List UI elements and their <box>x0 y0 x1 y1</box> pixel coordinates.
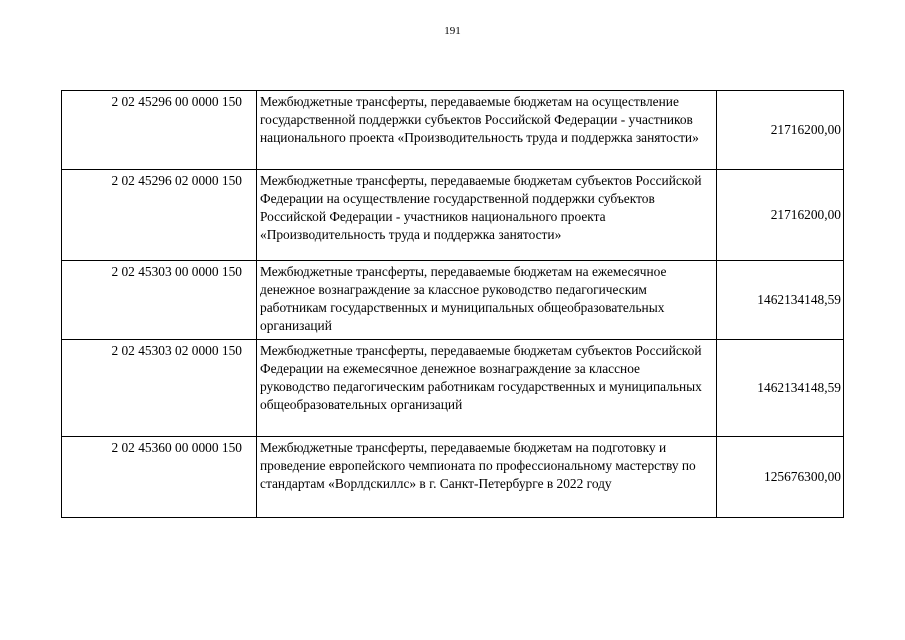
amount-cell: 21716200,00 <box>717 91 844 170</box>
budget-code-cell: 2 02 45303 00 0000 150 <box>62 261 257 340</box>
budget-code-cell: 2 02 45303 02 0000 150 <box>62 340 257 437</box>
amount-cell: 1462134148,59 <box>717 261 844 340</box>
page-number: 191 <box>444 25 461 37</box>
table-row <box>62 91 844 170</box>
table-row <box>62 437 844 518</box>
revenue-name-cell: Межбюджетные трансферты, передаваемые бюджетам на подготовку и проведение европейского чемпионата по профессиональному мастерству по стандартам «Ворлдскиллс» в г. Санкт-Петербурге в 2022 году <box>257 437 717 518</box>
table-row <box>62 340 844 437</box>
budget-code-cell: 2 02 45296 02 0000 150 <box>62 170 257 261</box>
revenue-name-cell: Межбюджетные трансферты, передаваемые бюджетам на ежемесячное денежное вознаграждение за классное руководство педагогическим работникам государственных и муниципальных общеобразовательных организаций <box>257 261 717 340</box>
table-row <box>62 261 844 340</box>
amount-cell: 21716200,00 <box>717 170 844 261</box>
amount-cell: 1462134148,59 <box>717 340 844 437</box>
budget-revenue-table <box>61 90 844 518</box>
revenue-name-cell: Межбюджетные трансферты, передаваемые бюджетам субъектов Российской Федерации на ежемесячное денежное вознаграждение за классное руководство педагогическим работникам государственных и муниципальных общеобразовательных организаций <box>257 340 717 437</box>
budget-code-cell: 2 02 45360 00 0000 150 <box>62 437 257 518</box>
amount-cell: 125676300,00 <box>717 437 844 518</box>
budget-code-cell: 2 02 45296 00 0000 150 <box>62 91 257 170</box>
revenue-name-cell: Межбюджетные трансферты, передаваемые бюджетам на осуществление государственной поддержки субъектов Российской Федерации - участников национального проекта «Производительность труда и поддержка занятости» <box>257 91 717 170</box>
revenue-name-cell: Межбюджетные трансферты, передаваемые бюджетам субъектов Российской Федерации на осуществление государственной поддержки субъектов Российской Федерации - участников национального проекта «Производительность труда и поддержка занятости» <box>257 170 717 261</box>
table-row <box>62 170 844 261</box>
